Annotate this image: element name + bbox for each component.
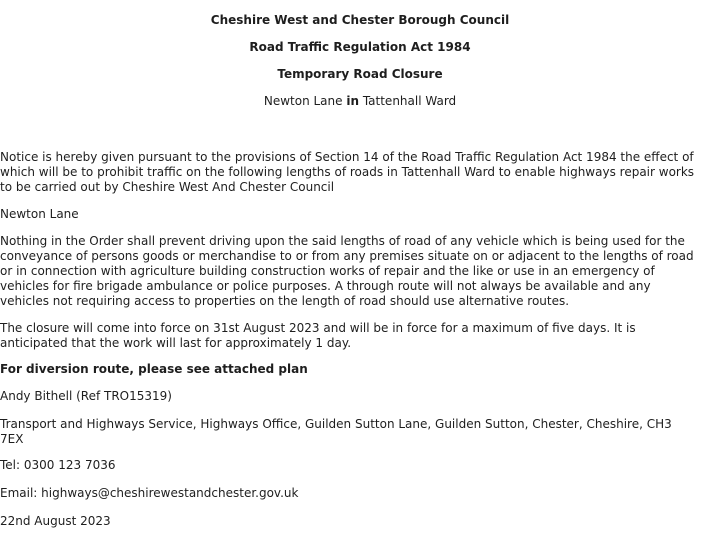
email: Email: highways@cheshirewestandchester.gov.uk: [0, 486, 299, 500]
road-name: Newton Lane: [0, 207, 79, 221]
telephone: Tel: 0300 123 7036: [0, 458, 116, 472]
location-line: [0, 94, 720, 109]
exemption-paragraph: [0, 234, 720, 309]
text-line: anticipated that the work will last for approximately 1 day.: [0, 336, 352, 350]
text-line: vehicles for fire brigade ambulance or police purposes. A through route will not always be available and any: [0, 279, 651, 293]
text-line: to be carried out by Cheshire West And Chester Council: [0, 180, 335, 194]
contact-name: Andy Bithell (Ref TRO15319): [0, 389, 172, 403]
notice-date: 22nd August 2023: [0, 514, 111, 528]
location-road: Newton Lane: [263, 94, 343, 108]
diversion-note: For diversion route, please see attached plan: [0, 362, 308, 376]
notice-paragraph: [0, 150, 720, 195]
text-line: Transport and Highways Service, Highways Office, Guilden Sutton Lane, Guilden Sutton, Chester, Cheshire, CH3: [0, 417, 672, 431]
notice-type-heading: Temporary Road Closure: [277, 67, 443, 81]
council-heading: Cheshire West and Chester Borough Council: [210, 13, 510, 27]
text-line: which will be to prohibit traffic on the following lengths of roads in Tattenhall Ward to enable highways repair works: [0, 165, 695, 179]
text-line: Notice is hereby given pursuant to the provisions of Section 14 of the Road Traffic Regulation Act 1984 the effect of: [0, 150, 694, 164]
text-line: conveyance of persons goods or merchandise to or from any premises situate on or adjacent to the lengths of road: [0, 249, 694, 263]
act-heading: Road Traffic Regulation Act 1984: [249, 40, 471, 54]
closure-paragraph: [0, 321, 720, 351]
location-ward: Tattenhall Ward: [362, 94, 457, 108]
text-line: or in connection with agriculture building construction works of repair and the like or use in an emergency of: [0, 264, 655, 278]
location-in: in: [346, 94, 359, 108]
text-line: 7EX: [0, 432, 24, 446]
text-line: Nothing in the Order shall prevent driving upon the said lengths of road of any vehicle which is being used for the: [0, 234, 685, 248]
address: [0, 417, 720, 447]
text-line: The closure will come into force on 31st August 2023 and will be in force for a maximum of five days. It is: [0, 321, 636, 335]
text-line: vehicles not requiring access to properties on the length of road should use alternative routes.: [0, 294, 570, 308]
